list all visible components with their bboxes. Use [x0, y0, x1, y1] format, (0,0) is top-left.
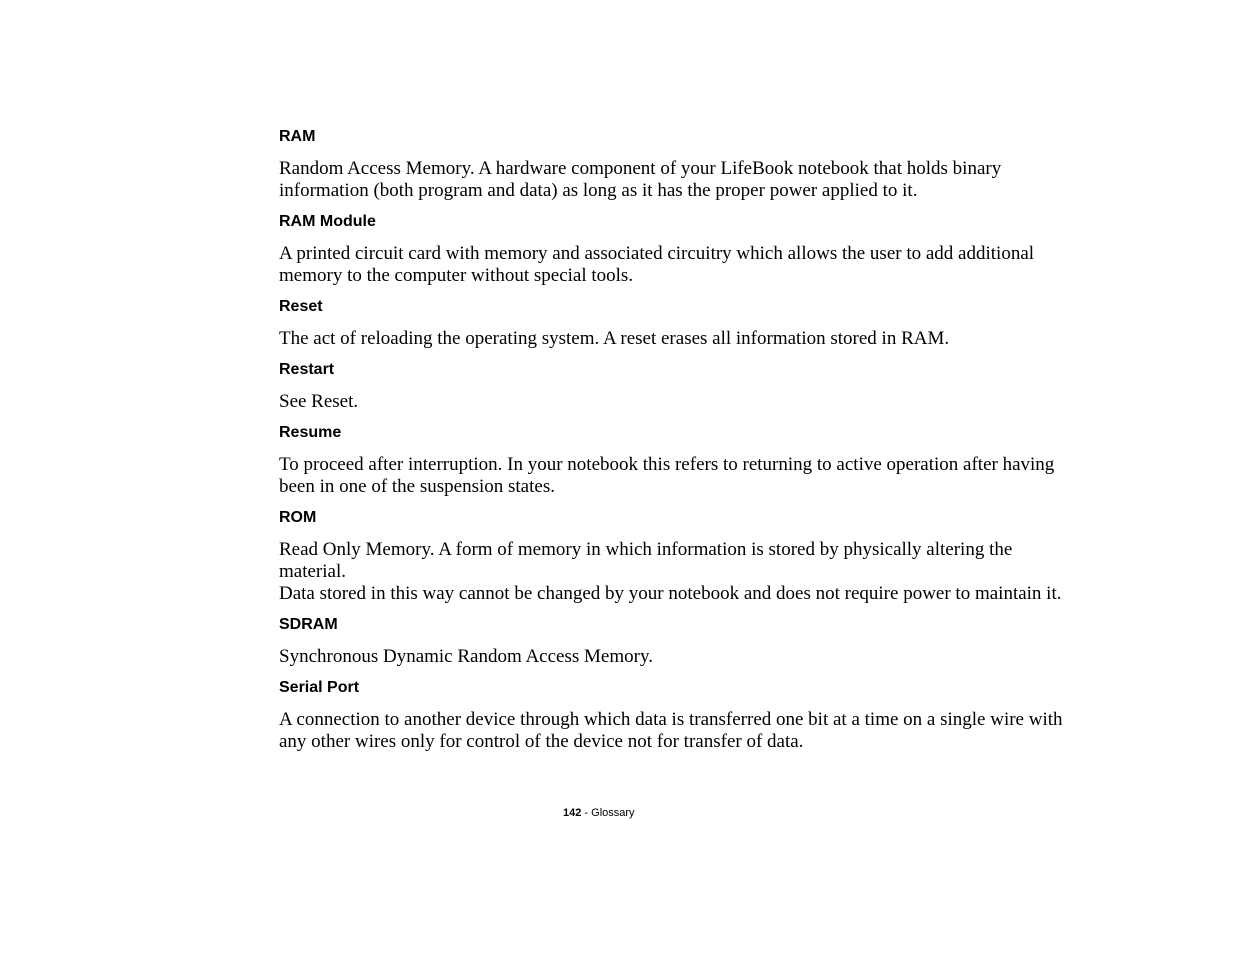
definition-line: been in one of the suspension states.	[279, 476, 555, 497]
glossary-entry-reset	[279, 297, 1079, 350]
glossary-entry-restart	[279, 360, 1079, 413]
definition-line: To proceed after interruption. In your notebook this refers to returning to active operation after having	[279, 454, 1055, 475]
page-number: 142	[563, 807, 582, 819]
term-definition	[279, 328, 1079, 350]
definition-line: A connection to another device through which data is transferred one bit at a time on a single wire with	[279, 709, 1063, 730]
glossary-entry-sdram	[279, 615, 1079, 668]
term-heading: RAM	[279, 128, 316, 145]
glossary-entry-rom	[279, 508, 1079, 605]
glossary-entry-resume	[279, 423, 1079, 498]
definition-line: Read Only Memory. A form of memory in which information is stored by physically altering the material.	[279, 539, 1013, 582]
term-heading: Serial Port	[279, 679, 360, 696]
definition-line: Synchronous Dynamic Random Access Memory.	[279, 646, 653, 667]
term-heading: SDRAM	[279, 616, 338, 633]
definition-line: Data stored in this way cannot be changed by your notebook and does not require power to maintain it.	[279, 583, 1062, 604]
term-definition	[279, 391, 1079, 413]
footer-section: Glossary	[591, 807, 635, 819]
term-heading: RAM Module	[279, 213, 376, 230]
glossary-entry-serial-port	[279, 678, 1079, 753]
glossary-content	[279, 127, 1079, 753]
term-heading: Reset	[279, 298, 323, 315]
term-definition	[279, 539, 1079, 605]
term-heading: ROM	[279, 509, 317, 526]
term-definition	[279, 243, 1079, 287]
definition-line: memory to the computer without special tools.	[279, 265, 634, 286]
definition-line: See Reset.	[279, 391, 359, 412]
glossary-entry-ram-module	[279, 212, 1079, 287]
definition-line: any other wires only for control of the device not for transfer of data.	[279, 731, 804, 752]
term-definition	[279, 454, 1079, 498]
footer-separator: -	[581, 807, 592, 819]
definition-line: information (both program and data) as long as it has the proper power applied to it.	[279, 180, 918, 201]
term-definition	[279, 646, 1079, 668]
page-footer	[563, 806, 635, 820]
term-definition	[279, 709, 1079, 753]
definition-line: Random Access Memory. A hardware component of your LifeBook notebook that holds binary	[279, 158, 1002, 179]
term-heading: Resume	[279, 424, 342, 441]
definition-line: A printed circuit card with memory and associated circuitry which allows the user to add additional	[279, 243, 1035, 264]
term-definition	[279, 158, 1079, 202]
term-heading: Restart	[279, 361, 335, 378]
glossary-entry-ram	[279, 127, 1079, 202]
definition-line: The act of reloading the operating system. A reset erases all information stored in RAM.	[279, 328, 950, 349]
